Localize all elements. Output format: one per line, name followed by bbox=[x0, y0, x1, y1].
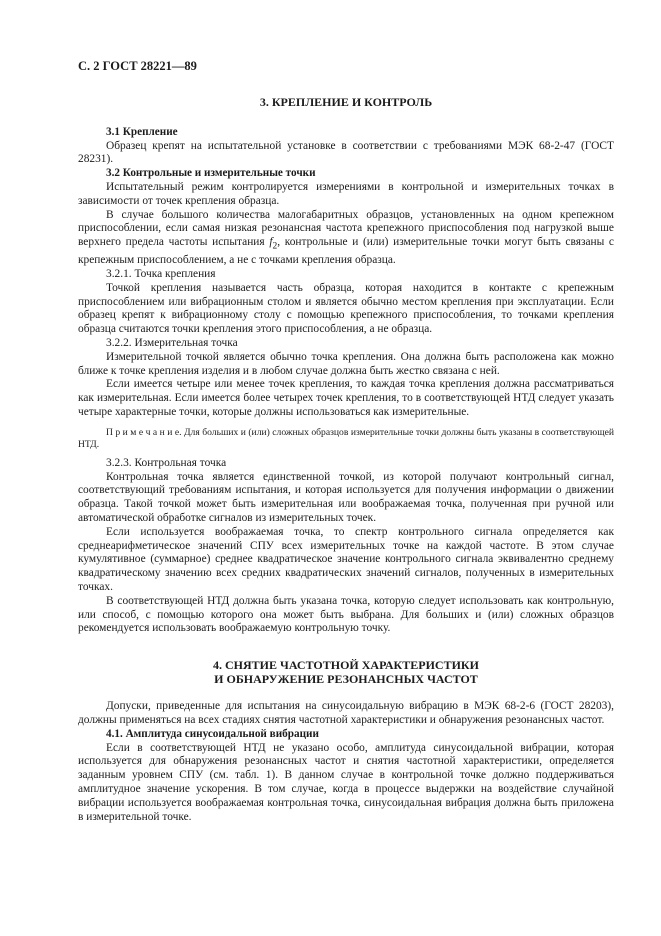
subsection-3-2-2-title: 3.2.2. Измерительная точка bbox=[106, 337, 238, 350]
note-label: П р и м е ч а н и е. bbox=[106, 426, 182, 438]
paragraph: В соответствующей НТД должна быть указана точка, которую следует использовать как контрольную, или способ, с помощью которого она может быть выбрана. Для больших и (или) сложных образцов рекомендуется использовать воображаемую контрольную точку. bbox=[78, 594, 614, 635]
section-4-title bbox=[78, 658, 614, 686]
paragraph: Допуски, приведенные для испытания на синусоидальную вибрацию в МЭК 68-2-6 (ГОСТ 28203), должны применяться на всех стадиях снятия частотной характеристики и обнаружения резонансных частот. bbox=[78, 700, 614, 726]
paragraph: Испытательный режим контролируется измерениями в контрольной и измерительных точках в зависимости от точек крепления образца. bbox=[78, 180, 614, 207]
paragraph: Контрольная точка является единственной точкой, из которой получают контрольный сигнал, соответствующий требованиям испытания, и которая используется для получения информации о движении образца. Такой точкой может быть измерительная или воображаемая точка, полученная при ручной или автоматической обработке сигналов из измерительных точек. bbox=[78, 470, 614, 524]
section-4-title-line2: И ОБНАРУЖЕНИЕ РЕЗОНАНСНЫХ ЧАСТОТ bbox=[214, 672, 478, 687]
paragraph: Если используется воображаемая точка, то спектр контрольного сигнала определяется как среднеарифметическое значений СПУ всех измерительных точке на каждой частоте. В этом случае кумулятивное (суммарное) среднее квадратическое значение контрольного сигнала эквивалентно среднему квадратическому значению всех средних квадратических значений сигналов, полученных в измерительных точках. bbox=[78, 525, 614, 593]
paragraph-text: В случае большого количества малогабаритных образцов, установленных на одном крепежном приспособлении, если самая низкая резонансная частота крепежного приспособления под нагрузкой выше верхнего предела частоты испытания bbox=[78, 208, 614, 249]
section-4-title-line1: 4. СНЯТИЕ ЧАСТОТНОЙ ХАРАКТЕРИСТИКИ bbox=[213, 658, 479, 673]
note bbox=[78, 427, 614, 451]
subsection-3-2-title: 3.2 Контрольные и измерительные точки bbox=[106, 167, 316, 180]
document-page bbox=[78, 60, 614, 824]
frequency-subscript: 2 bbox=[272, 241, 278, 252]
paragraph: Если в соответствующей НТД не указано особо, амплитуда синусоидальной вибрации, которая используется для обнаружения резонансных частот и снятия частотной характеристики, определяется заданным уровнем СПУ (см. табл. 1). В данном случае в контрольной точке должно поддерживаться амплитудное значение ускорения. В том случае, когда в процессе выдержки на воздействие случайной вибрации используется воображаемая контрольная точка, синусоидальная вибрация должна быть приложена в измерительной точке. bbox=[78, 741, 614, 823]
paragraph: Образец крепят на испытательной установке в соответствии с требованиями МЭК 68-2-47 (ГОСТ 28231). bbox=[78, 139, 614, 166]
paragraph: Если имеется четыре или менее точек крепления, то каждая точка крепления должна рассматриваться как измерительная. Если имеется более четырех точек крепления, то в соответствующей НТД следует указать четыре характерные точки, которые должны использоваться как измерительные. bbox=[78, 378, 614, 419]
paragraph: Точкой крепления называется часть образца, которая находится в контакте с крепежным приспособлением или вибрационным столом и является обычно местом крепления при эксплуатации. Если образец крепят к вибрационному столу с помощью крепежного приспособления, то точками крепления образца считаются точки крепления этого приспособления, а не образца. bbox=[78, 281, 614, 336]
section-3-title: 3. КРЕПЛЕНИЕ И КОНТРОЛЬ bbox=[259, 94, 433, 109]
subsection-3-2-3-title: 3.2.3. Контрольная точка bbox=[106, 456, 227, 469]
subsection-3-2-1-title: 3.2.1. Точка крепления bbox=[106, 268, 216, 281]
note-text: Для больших и (или) сложных образцов измерительные точки должны быть указаны в соответствующей НТД. bbox=[78, 426, 614, 450]
subsection-4-1-title: 4.1. Амплитуда синусоидальной вибрации bbox=[106, 727, 319, 740]
paragraph-with-formula bbox=[78, 209, 614, 268]
paragraph-text: , контрольные и (или) измерительные точки могут быть связаны с крепежным приспособлением, а не с точками крепления образца. bbox=[78, 236, 614, 267]
frequency-symbol: f bbox=[269, 236, 273, 249]
subsection-3-1-title: 3.1 Крепление bbox=[106, 125, 178, 138]
page-header: С. 2 ГОСТ 28221—89 bbox=[78, 59, 197, 73]
paragraph: Измерительной точкой является обычно точка крепления. Она должна быть расположена как можно ближе к точке крепления изделия и в любом случае должна быть жестко связана с ней. bbox=[78, 350, 614, 377]
